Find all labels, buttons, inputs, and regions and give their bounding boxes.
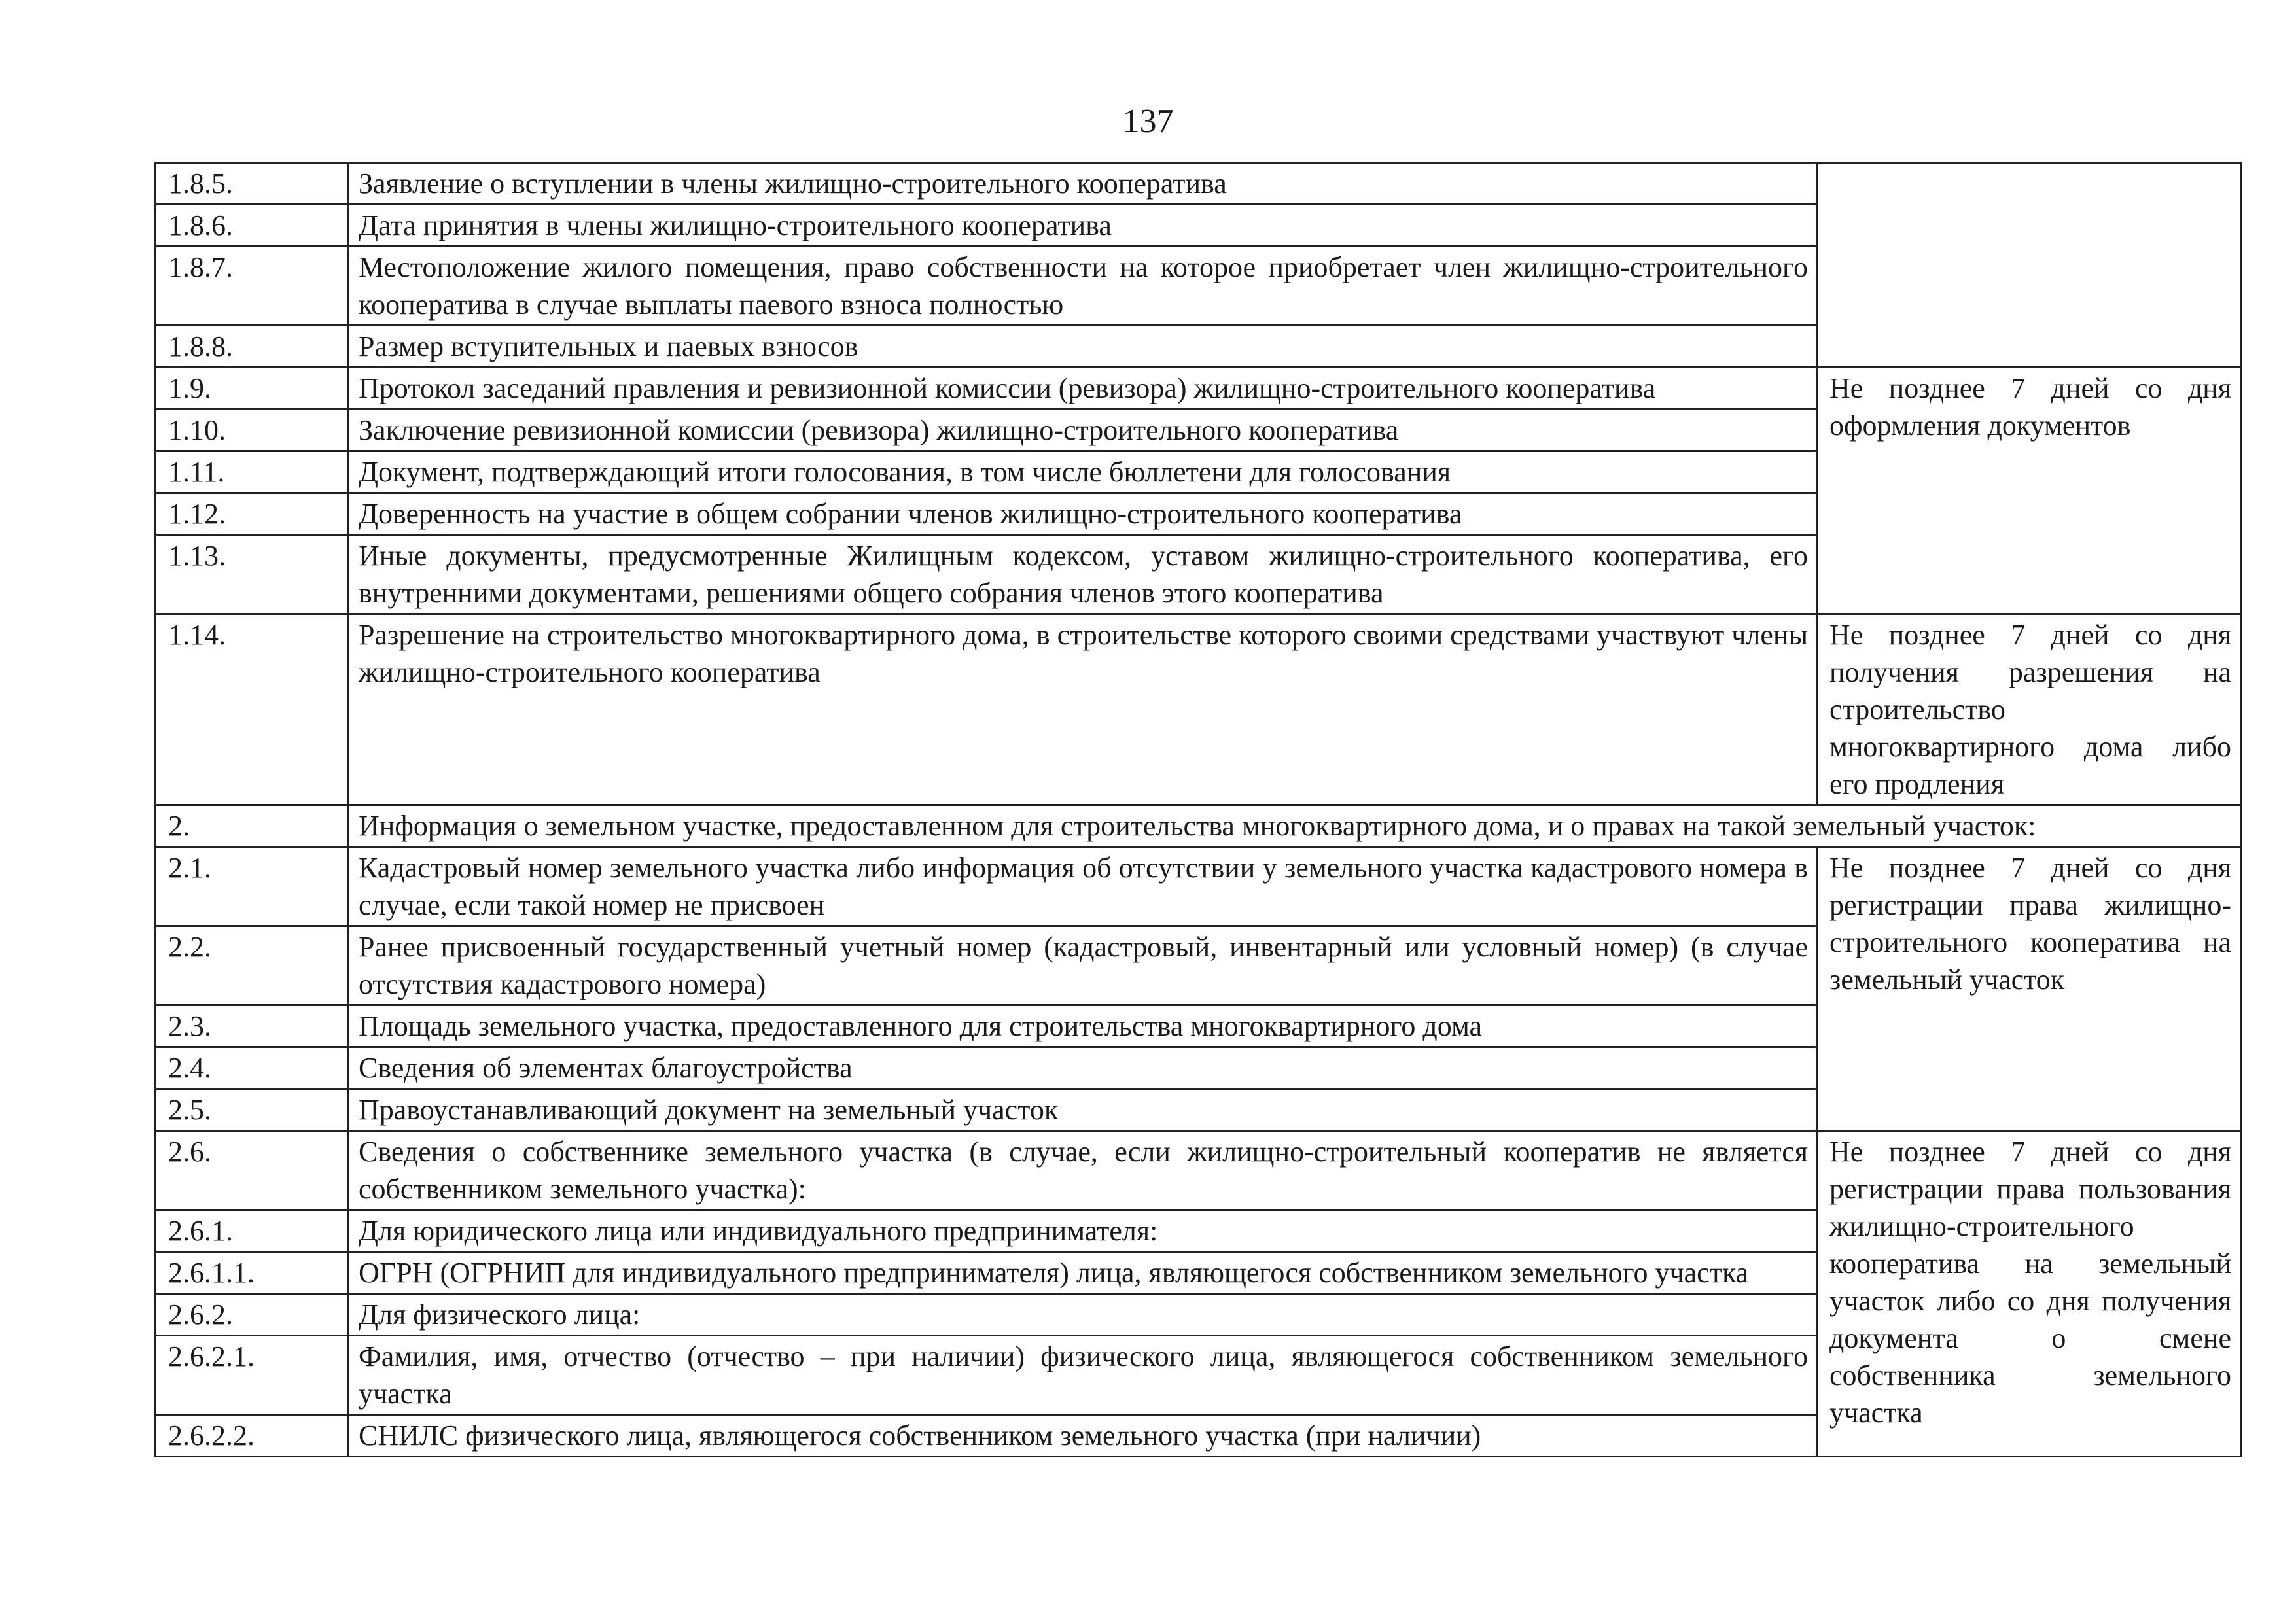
row-number: 2.6. <box>156 1131 349 1210</box>
term-permit: Не позднее 7 дней со дня получения разрешения на строительство многоквартирного дома либо его продления <box>1817 614 2242 805</box>
row-number: 1.9. <box>156 368 349 410</box>
row-description: Правоустанавливающий документ на земельный участок <box>349 1089 1817 1131</box>
row-description: Иные документы, предусмотренные Жилищным кодексом, уставом жилищно-строительного кооператива, его внутренними документами, решениями общего собрания членов этого кооператива <box>349 535 1817 614</box>
section-row <box>156 805 2242 847</box>
term-cell-empty <box>1817 163 2242 368</box>
row-number: 1.8.7. <box>156 247 349 326</box>
row-number: 2.6.1.1. <box>156 1252 349 1294</box>
row-number: 2.5. <box>156 1089 349 1131</box>
row-description: ОГРН (ОГРНИП для индивидуального предпринимателя) лица, являющегося собственником земельного участка <box>349 1252 1817 1294</box>
row-number: 2.4. <box>156 1047 349 1089</box>
row-number: 2.3. <box>156 1005 349 1047</box>
row-description: Фамилия, имя, отчество (отчество – при наличии) физического лица, являющегося собственником земельного участка <box>349 1336 1817 1415</box>
row-number: 2.6.2.2. <box>156 1415 349 1457</box>
row-number: 1.11. <box>156 451 349 493</box>
table-row <box>156 368 2242 410</box>
term-land-use-registration: Не позднее 7 дней со дня регистрации права пользования жилищно-строительного кооператива на земельный участок либо со дня получения документа о смене собственника земельного участка <box>1817 1131 2242 1457</box>
row-description: Для юридического лица или индивидуального предпринимателя: <box>349 1210 1817 1252</box>
row-number: 1.8.5. <box>156 163 349 205</box>
row-description: Заявление о вступлении в члены жилищно-строительного кооператива <box>349 163 1817 205</box>
row-description: СНИЛС физического лица, являющегося собственником земельного участка (при наличии) <box>349 1415 1817 1457</box>
row-description: Дата принятия в члены жилищно-строительного кооператива <box>349 205 1817 247</box>
row-number: 1.8.6. <box>156 205 349 247</box>
row-number: 1.12. <box>156 493 349 535</box>
document-table <box>154 162 2242 1457</box>
row-description: Размер вступительных и паевых взносов <box>349 326 1817 368</box>
row-number: 2.1. <box>156 847 349 926</box>
row-description: Ранее присвоенный государственный учетный номер (кадастровый, инвентарный или условный номер) (в случае отсутствия кадастрового номера) <box>349 926 1817 1005</box>
row-number: 2.6.2.1. <box>156 1336 349 1415</box>
table-row <box>156 1131 2242 1210</box>
page-number: 137 <box>1122 103 1174 140</box>
row-number: 1.8.8. <box>156 326 349 368</box>
row-number: 1.13. <box>156 535 349 614</box>
term-docs-formalization: Не позднее 7 дней со дня оформления документов <box>1817 368 2242 614</box>
row-number: 2.2. <box>156 926 349 1005</box>
row-description: Сведения о собственнике земельного участка (в случае, если жилищно-строительный кооператив не является собственником земельного участка): <box>349 1131 1817 1210</box>
row-number: 1.14. <box>156 614 349 805</box>
row-description: Кадастровый номер земельного участка либо информация об отсутствии у земельного участка кадастрового номера в случае, если такой номер не присвоен <box>349 847 1817 926</box>
row-description: Местоположение жилого помещения, право собственности на которое приобретает член жилищно-строительного кооператива в случае выплаты паевого взноса полностью <box>349 247 1817 326</box>
row-description: Разрешение на строительство многоквартирного дома, в строительстве которого своими средствами участвуют члены жилищно-строительного кооператива <box>349 614 1817 805</box>
row-description: Площадь земельного участка, предоставленного для строительства многоквартирного дома <box>349 1005 1817 1047</box>
row-description: Документ, подтверждающий итоги голосования, в том числе бюллетени для голосования <box>349 451 1817 493</box>
row-description: Доверенность на участие в общем собрании членов жилищно-строительного кооператива <box>349 493 1817 535</box>
row-description: Для физического лица: <box>349 1294 1817 1336</box>
row-number: 2.6.2. <box>156 1294 349 1336</box>
table-row <box>156 847 2242 926</box>
row-number: 2.6.1. <box>156 1210 349 1252</box>
row-description: Протокол заседаний правления и ревизионной комиссии (ревизора) жилищно-строительного кооператива <box>349 368 1817 410</box>
table-row <box>156 614 2242 805</box>
row-number: 1.10. <box>156 410 349 451</box>
row-description: Заключение ревизионной комиссии (ревизора) жилищно-строительного кооператива <box>349 410 1817 451</box>
term-land-right-registration: Не позднее 7 дней со дня регистрации права жилищно-строительного кооператива на земельный участок <box>1817 847 2242 1131</box>
section-description: Информация о земельном участке, предоставленном для строительства многоквартирного дома, и о правах на такой земельный участок: <box>349 805 2242 847</box>
row-number: 2. <box>156 805 349 847</box>
row-description: Сведения об элементах благоустройства <box>349 1047 1817 1089</box>
table-row <box>156 163 2242 205</box>
